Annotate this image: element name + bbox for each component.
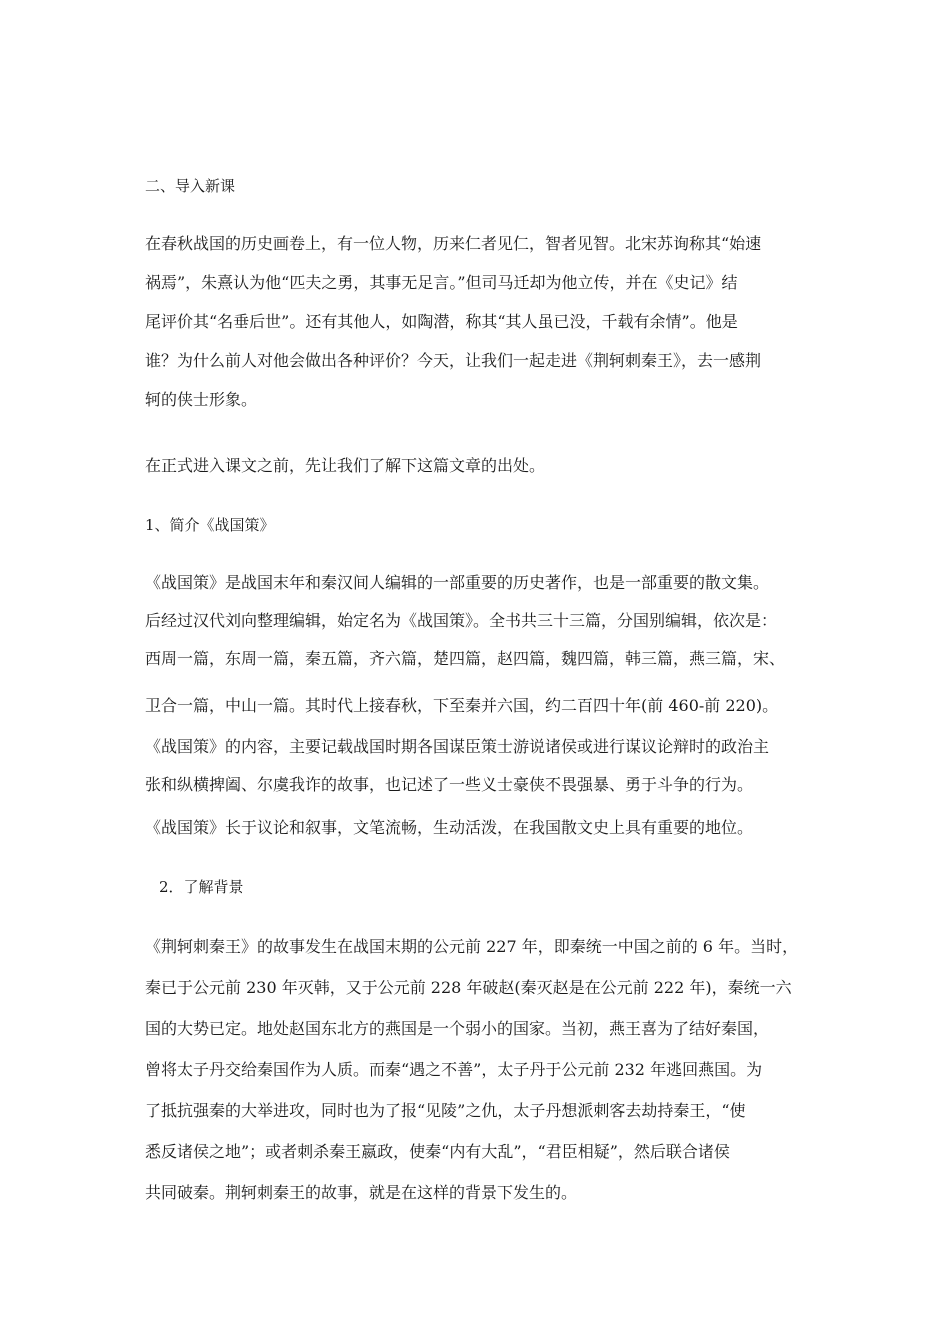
- transition-sentence: 在正式进入课文之前，先让我们了解下这篇文章的出处。: [145, 456, 546, 475]
- section-1-paragraph-line: 卫合一篇，中山一篇。其时代上接春秋，下至秦并六国，约二百四十年(前 460-前 220)。: [145, 696, 779, 715]
- intro-paragraph-line: 在春秋战国的历史画卷上，有一位人物，历来仁者见仁，智者见智。北宋苏询称其“始速: [145, 234, 762, 253]
- section-2-paragraph-line: 国的大势已定。地处赵国东北方的燕国是一个弱小的国家。当初，燕王喜为了结好秦国，: [145, 1019, 770, 1038]
- section-2-paragraph-line: 了抵抗强秦的大举进攻，同时也为了报“见陵”之仇，太子丹想派刺客去劫持秦王，“使: [145, 1101, 746, 1120]
- section-heading-1: 1、简介《战国策》: [145, 516, 275, 534]
- intro-paragraph-line: 尾评价其“名垂后世”。还有其他人，如陶潜，称其“其人虽已没，千载有余情”。他是: [145, 312, 738, 331]
- section-2-paragraph-line: 曾将太子丹交给秦国作为人质。而秦“遇之不善”，太子丹于公元前 232 年逃回燕国。为: [145, 1060, 763, 1079]
- section-1-paragraph-line: 西周一篇，东周一篇，秦五篇，齐六篇，楚四篇，赵四篇，魏四篇，韩三篇，燕三篇，宋、: [145, 649, 786, 668]
- intro-paragraph-line: 祸焉”，朱熹认为他“匹夫之勇，其事无足言。”但司马迁却为他立传，并在《史记》结: [145, 273, 738, 292]
- section-1-paragraph-line: 《战国策》是战国末年和秦汉间人编辑的一部重要的历史著作，也是一部重要的散文集。: [145, 573, 770, 592]
- section-1-paragraph-line: 《战国策》的内容，主要记载战国时期各国谋臣策士游说诸侯或进行谋议论辩时的政治主: [145, 737, 770, 756]
- section-2-paragraph-line: 秦已于公元前 230 年灭韩，又于公元前 228 年破赵(秦灭赵是在公元前 222 年)，秦统一六: [145, 978, 792, 997]
- section-heading-intro: 二、导入新课: [145, 177, 236, 195]
- section-1-paragraph-line: 张和纵横捭阖、尔虞我诈的故事，也记述了一些义士豪侠不畏强暴、勇于斗争的行为。: [145, 775, 754, 794]
- section-2-paragraph-line: 《荆轲刺秦王》的故事发生在战国末期的公元前 227 年，即秦统一中国之前的 6 年。当时，: [145, 937, 799, 956]
- section-1-paragraph-line: 后经过汉代刘向整理编辑，始定名为《战国策》。全书共三十三篇，分国别编辑，依次是：: [145, 611, 778, 630]
- section-1-paragraph-line: 《战国策》长于议论和叙事，文笔流畅，生动活泼，在我国散文史上具有重要的地位。: [145, 818, 754, 837]
- section-2-paragraph-line: 悉反诸侯之地”；或者刺杀秦王嬴政，使秦“内有大乱”，“君臣相疑”，然后联合诸侯: [145, 1142, 730, 1161]
- intro-paragraph-line: 轲的侠士形象。: [145, 390, 258, 409]
- section-heading-2: 2．了解背景: [159, 878, 244, 896]
- section-2-paragraph-line: 共同破秦。荆轲刺秦王的故事，就是在这样的背景下发生的。: [145, 1183, 578, 1202]
- intro-paragraph-line: 谁？为什么前人对他会做出各种评价？今天，让我们一起走进《荆轲刺秦王》，去一感荆: [145, 351, 762, 370]
